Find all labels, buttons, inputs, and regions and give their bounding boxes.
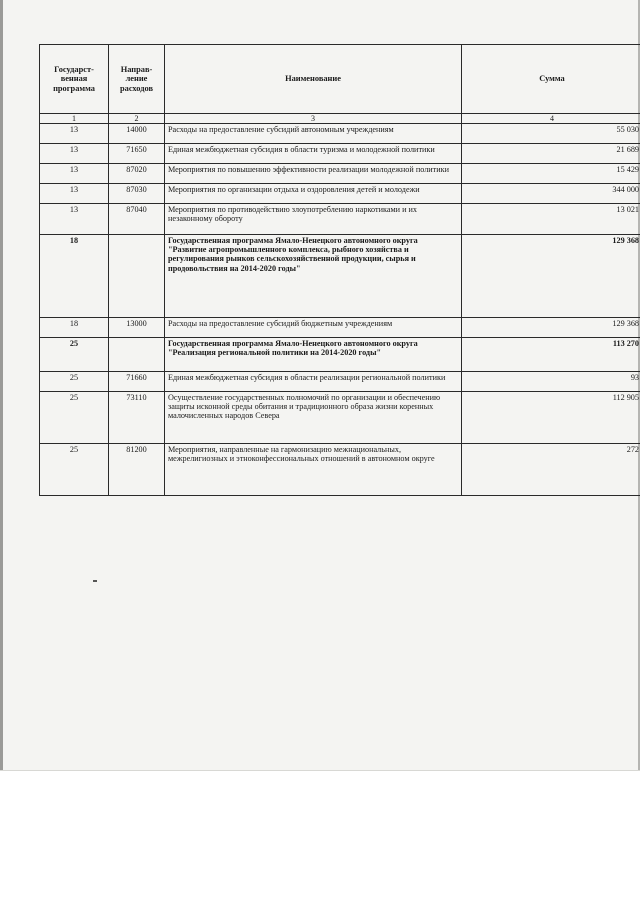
table-row <box>40 184 640 204</box>
cell-name: Мероприятия, направленные на гармонизацию межнациональных, межрелигиозных и этноконфессиональных отношений в автономном округе <box>165 444 462 496</box>
budget-table <box>39 44 640 496</box>
cell-sum: 272 <box>462 444 640 496</box>
table-row <box>40 164 640 184</box>
cell-direction: 13000 <box>109 318 165 338</box>
cell-sum: 129 368 <box>462 235 640 318</box>
table-row <box>40 235 640 318</box>
cell-program: 25 <box>40 372 109 392</box>
table-header-row <box>40 45 640 114</box>
cell-sum: 13 021 <box>462 204 640 235</box>
cell-program: 25 <box>40 444 109 496</box>
cell-name: Мероприятия по организации отдыха и оздоровления детей и молодежи <box>165 184 462 204</box>
cell-direction: 71650 <box>109 144 165 164</box>
cell-direction: 73110 <box>109 392 165 444</box>
column-number: 1 <box>40 114 109 124</box>
cell-direction: 87040 <box>109 204 165 235</box>
cell-name: Осуществление государственных полномочий по организации и обеспечению защиты исконной среды обитания и традиционного образа жизни коренных малочисленных народов Севера <box>165 392 462 444</box>
cell-program: 13 <box>40 184 109 204</box>
cell-name: Мероприятия по повышению эффективности реализации молодежной политики <box>165 164 462 184</box>
cell-sum: 129 368 <box>462 318 640 338</box>
cell-direction: 87020 <box>109 164 165 184</box>
cell-program: 13 <box>40 124 109 144</box>
cell-program: 18 <box>40 235 109 318</box>
cell-sum: 21 689 <box>462 144 640 164</box>
table-row <box>40 144 640 164</box>
cell-program: 13 <box>40 144 109 164</box>
table-row <box>40 124 640 144</box>
cell-direction: 14000 <box>109 124 165 144</box>
header-sum: Сумма <box>462 45 640 114</box>
cell-direction <box>109 235 165 318</box>
cell-name: Мероприятия по противодействию злоупотреблению наркотиками и их незаконному обороту <box>165 204 462 235</box>
cell-name: Государственная программа Ямало-Ненецкого автономного округа "Развитие агропромышленного комплекса, рыбного хозяйства и регулирования рынков сельскохозяйственной продукции, сырья и продовольствия на 2014-2020 годы" <box>165 235 462 318</box>
header-direction: Направ-ление расходов <box>109 45 165 114</box>
cell-program: 13 <box>40 164 109 184</box>
header-program: Государст-венная программа <box>40 45 109 114</box>
column-number: 3 <box>165 114 462 124</box>
cell-direction: 71660 <box>109 372 165 392</box>
cell-program: 18 <box>40 318 109 338</box>
scan-edge-left <box>0 0 3 770</box>
header-name: Наименование <box>165 45 462 114</box>
table-row <box>40 372 640 392</box>
table-row <box>40 338 640 372</box>
cell-sum: 113 270 <box>462 338 640 372</box>
cell-direction: 81200 <box>109 444 165 496</box>
column-number: 2 <box>109 114 165 124</box>
cell-program: 25 <box>40 338 109 372</box>
column-number-row <box>40 114 640 124</box>
table-body <box>40 124 640 496</box>
table-row <box>40 392 640 444</box>
cell-sum: 93 <box>462 372 640 392</box>
cell-direction: 87030 <box>109 184 165 204</box>
cell-sum: 55 030 <box>462 124 640 144</box>
cell-direction <box>109 338 165 372</box>
table-row <box>40 444 640 496</box>
cell-name: Расходы на предоставление субсидий автономным учреждениям <box>165 124 462 144</box>
table-row <box>40 318 640 338</box>
column-number: 4 <box>462 114 640 124</box>
cell-name: Единая межбюджетная субсидия в области реализации региональной политики <box>165 372 462 392</box>
cell-sum: 112 905 <box>462 392 640 444</box>
cell-program: 13 <box>40 204 109 235</box>
cell-sum: 344 000 <box>462 184 640 204</box>
cell-name: Государственная программа Ямало-Ненецкого автономного округа "Реализация региональной политики на 2014-2020 годы" <box>165 338 462 372</box>
cell-name: Единая межбюджетная субсидия в области туризма и молодежной политики <box>165 144 462 164</box>
cell-sum: 15 429 <box>462 164 640 184</box>
scan-speck <box>93 580 97 582</box>
cell-name: Расходы на предоставление субсидий бюджетным учреждениям <box>165 318 462 338</box>
table-row <box>40 204 640 235</box>
cell-program: 25 <box>40 392 109 444</box>
